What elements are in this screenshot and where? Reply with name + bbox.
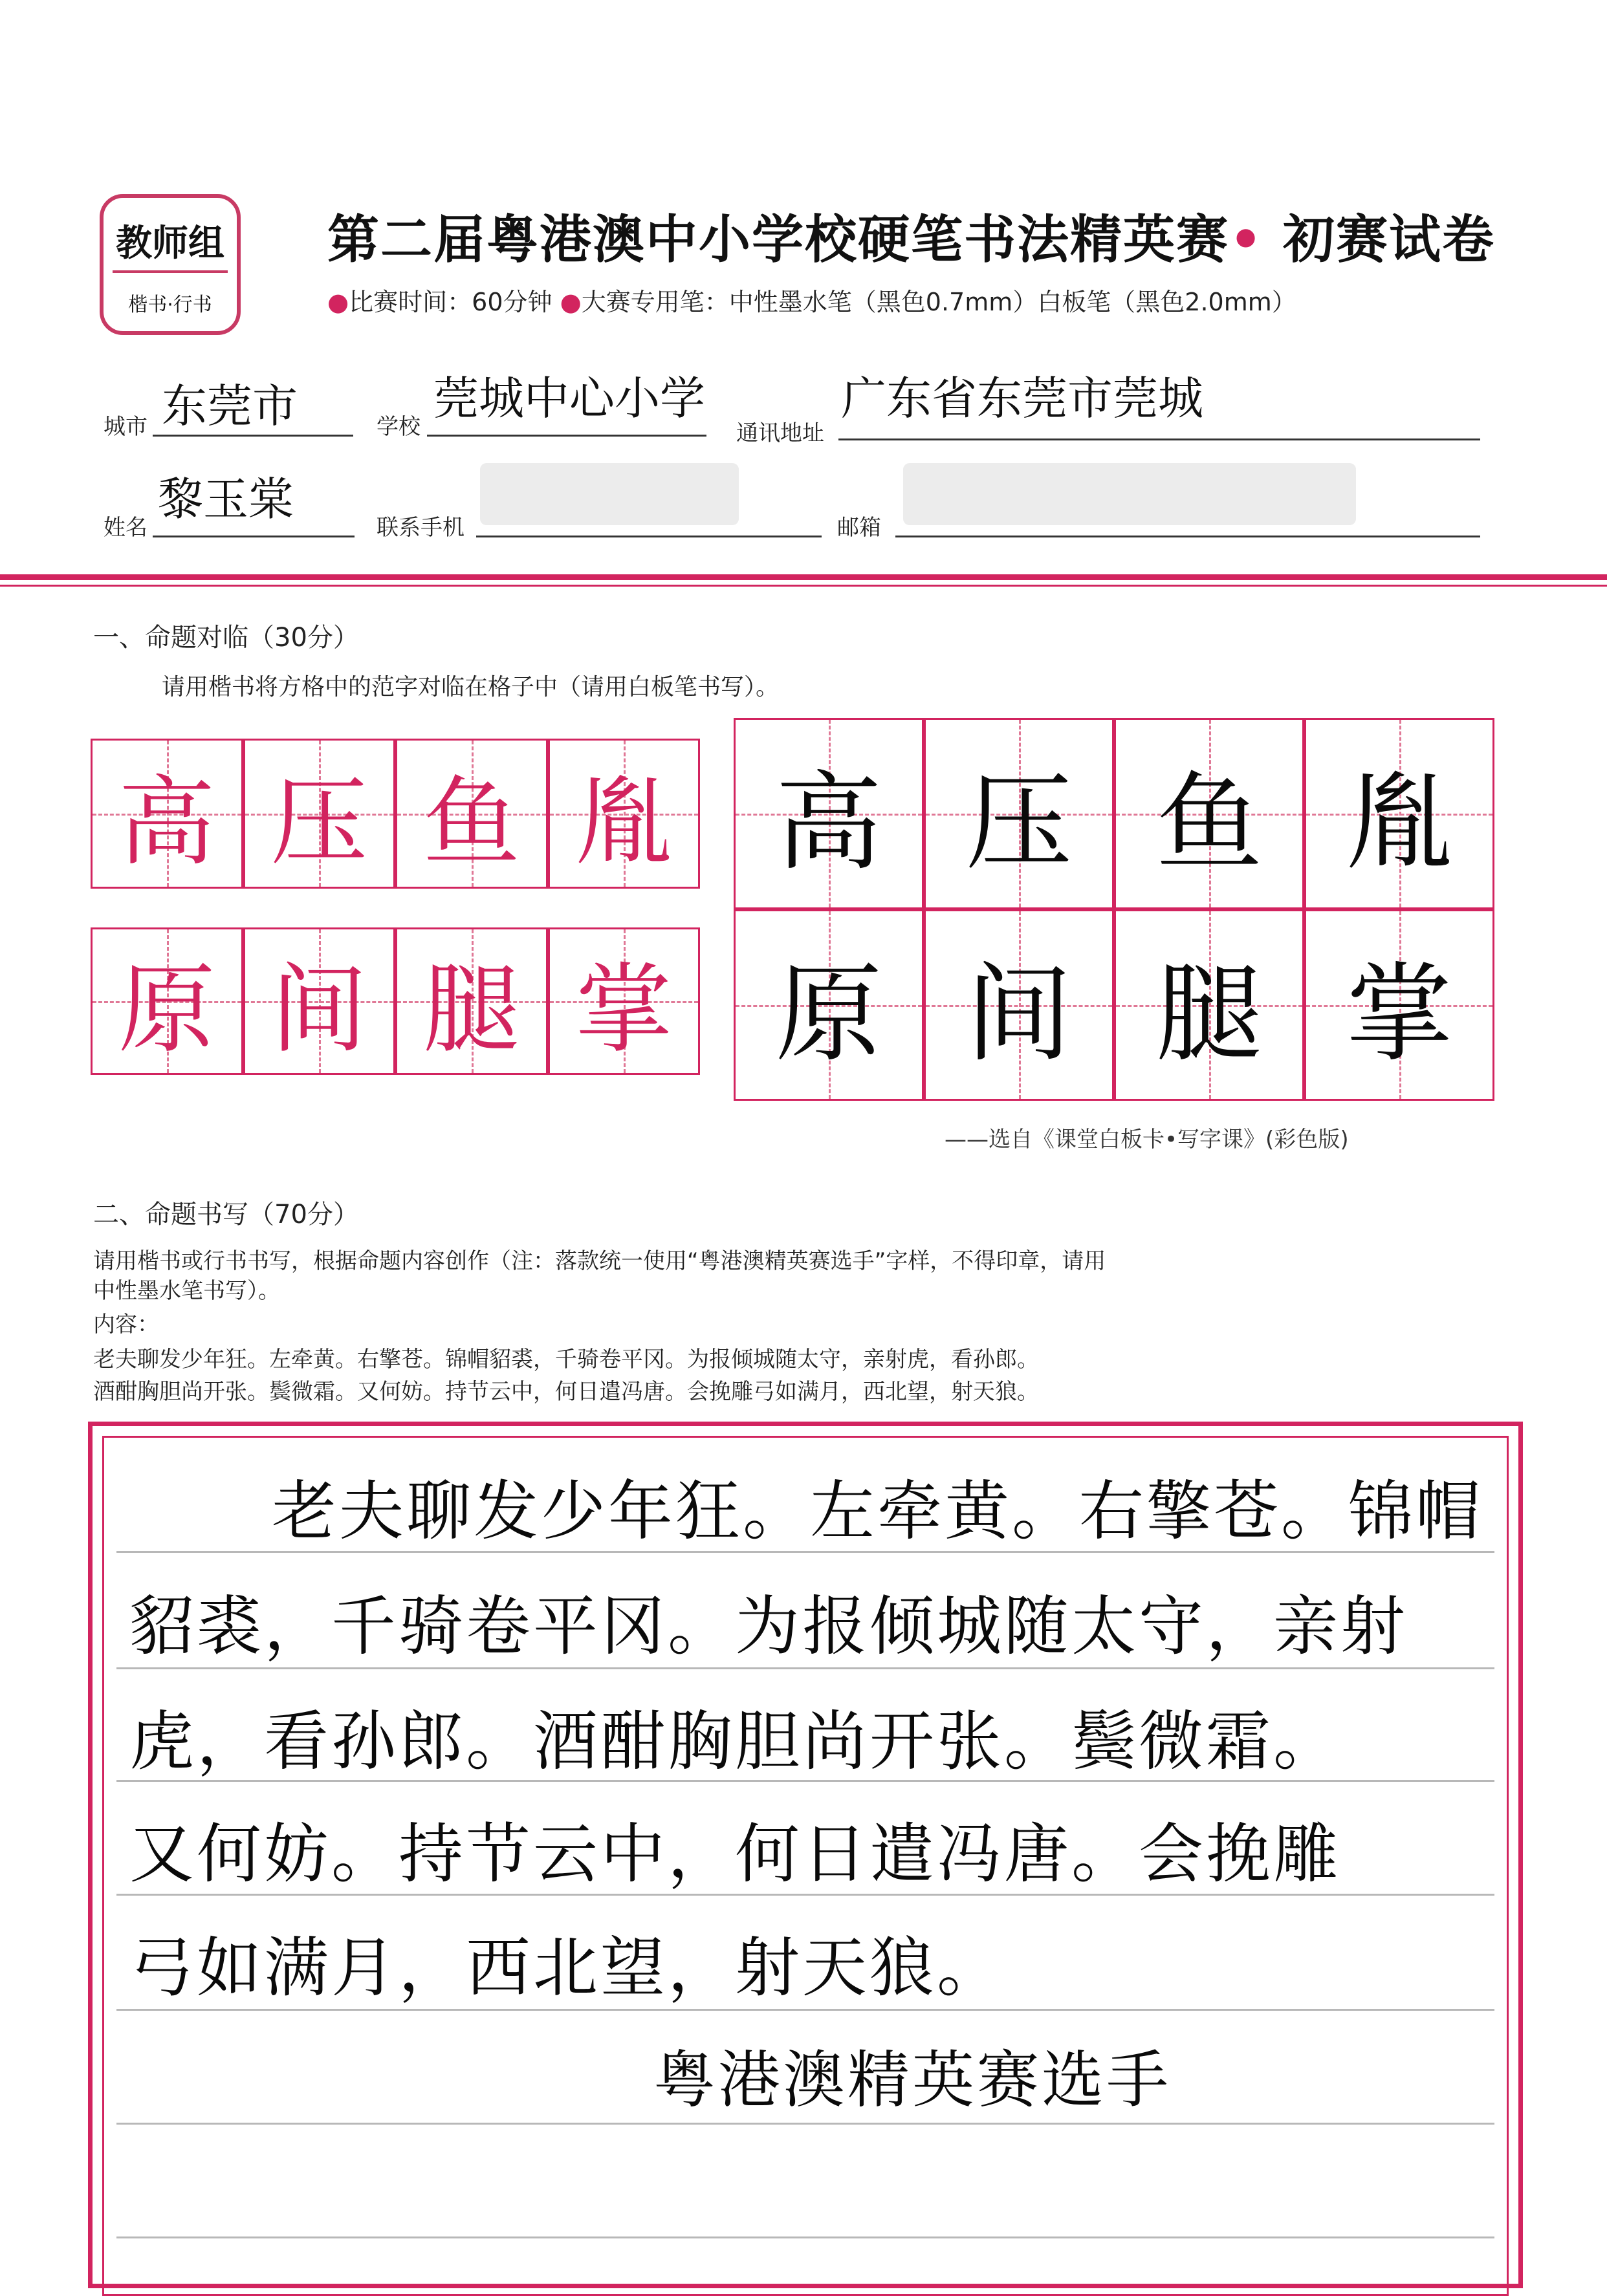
ruled-line [116, 1667, 1494, 1669]
section2-instruction-1: 请用楷书或行书书写，根据命题内容创作（注：落款统一使用“粤港澳精英赛选手”字样，不得印章，请用 [93, 1248, 1106, 1274]
section2-heading: 二、命题书写（70分） [93, 1200, 359, 1229]
handwriting-line-4: 又何妨。持节云中，何日遣冯唐。会挽雕 [129, 1816, 1340, 1892]
model-cell [395, 739, 548, 889]
copied-char: 掌 [1346, 951, 1453, 1076]
model-cell [548, 739, 701, 889]
handwriting-line-5: 弓如满月，西北望，射天狼。 [129, 1930, 1004, 2006]
model-char: 原 [118, 954, 215, 1067]
ruled-line [116, 2009, 1494, 2011]
copy-cell[interactable] [924, 909, 1114, 1101]
model-grid-row-2 [91, 927, 700, 1075]
exam-info [327, 282, 1296, 318]
copy-cell[interactable] [734, 909, 924, 1101]
copied-char: 高 [775, 760, 882, 885]
title-main: 第二届粤港澳中小学校硬笔书法精英赛 [327, 210, 1229, 270]
address-label: 通讯地址 [736, 420, 824, 446]
title-tail: 初赛试卷 [1263, 210, 1495, 270]
title-dot: • [1229, 210, 1264, 270]
email-line [895, 536, 1480, 537]
handwriting-line-3: 虎，看孙郎。酒酣胸胆尚开张。鬓微霜。 [129, 1704, 1340, 1779]
copy-cell[interactable] [1304, 718, 1494, 909]
name-line [153, 536, 355, 537]
model-grid-row-1 [91, 739, 700, 889]
source-note: ——选自《课堂白板卡•写字课》(彩色版) [945, 1127, 1349, 1153]
copy-cell[interactable] [924, 718, 1114, 909]
group-badge [100, 194, 241, 335]
copied-char: 鱼 [1155, 760, 1263, 885]
content-line-2: 酒酣胸胆尚开张。鬓微霜。又何妨。持节云中，何日遣冯唐。会挽雕弓如满月，西北望，射天狼。 [93, 1379, 1039, 1405]
section1-instruction: 请用楷书将方格中的范字对临在格子中（请用白板笔书写）。 [162, 674, 780, 700]
copy-cell[interactable] [1114, 909, 1304, 1101]
name-label: 姓名 [104, 515, 148, 541]
info-pen: 大赛专用笔：中性墨水笔（黑色0.7mm）白板笔（黑色2.0mm） [581, 288, 1296, 316]
city-label: 城市 [104, 414, 148, 440]
phone-label: 联系手机 [377, 515, 465, 541]
model-cell [91, 927, 243, 1075]
page-title [327, 198, 1495, 272]
model-char: 高 [118, 766, 215, 879]
copied-char: 压 [965, 760, 1073, 885]
section2-instruction-2: 中性墨水笔书写）。 [93, 1278, 280, 1304]
content-label: 内容： [93, 1312, 159, 1338]
name-value[interactable]: 黎玉棠 [158, 473, 294, 526]
copy-cell[interactable] [734, 718, 924, 909]
copy-cell[interactable] [1114, 718, 1304, 909]
model-cell [91, 739, 243, 889]
content-line-1: 老夫聊发少年狂。左牵黄。右擎苍。锦帽貂裘，千骑卷平冈。为报倾城随太守，亲射虎，看孙郎。 [93, 1347, 1039, 1372]
handwriting-line-2: 貂裘，千骑卷平冈。为报倾城随太守，亲射 [129, 1588, 1408, 1664]
info-time: 比赛时间：60分钟 [349, 288, 552, 316]
header-divider-thick [0, 574, 1607, 580]
copy-grid-row-1[interactable] [734, 718, 1494, 909]
copied-char: 胤 [1346, 760, 1453, 885]
signature: 粤港澳精英赛选手 [653, 2044, 1171, 2116]
badge-group-label: 教师组 [116, 222, 224, 265]
model-char: 腿 [422, 954, 520, 1067]
model-cell [243, 739, 396, 889]
phone-redacted [480, 463, 739, 525]
ruled-line [116, 2236, 1494, 2238]
school-value[interactable]: 莞城中心小学 [433, 372, 705, 425]
model-char: 间 [270, 954, 368, 1067]
school-label: 学校 [377, 414, 421, 440]
model-cell [395, 927, 548, 1075]
badge-script-label: 楷书·行书 [128, 294, 212, 316]
copy-cell[interactable] [1304, 909, 1494, 1101]
copied-char: 腿 [1155, 951, 1263, 1076]
model-char: 胤 [575, 766, 673, 879]
copied-char: 原 [775, 951, 882, 1076]
school-line [427, 435, 706, 437]
email-redacted [903, 463, 1356, 525]
header-divider-thin [0, 585, 1607, 587]
handwriting-line-1: 老夫聊发少年狂。左牵黄。右擎苍。锦帽 [272, 1473, 1483, 1549]
info-dot-2: ● [560, 288, 582, 316]
section1-heading: 一、命题对临（30分） [93, 623, 359, 653]
model-char: 掌 [575, 954, 673, 1067]
model-cell [243, 927, 396, 1075]
info-dot-1: ● [327, 288, 349, 316]
copy-grid-row-2[interactable] [734, 909, 1494, 1101]
phone-line [476, 536, 822, 537]
model-cell [548, 927, 701, 1075]
address-line [838, 439, 1480, 440]
city-value[interactable]: 东莞市 [162, 380, 298, 433]
address-value[interactable]: 广东省东莞市莞城 [841, 372, 1203, 425]
copied-char: 间 [965, 951, 1073, 1076]
model-char: 鱼 [422, 766, 520, 879]
model-char: 压 [270, 766, 368, 879]
email-label: 邮箱 [837, 515, 881, 541]
ruled-line [116, 2123, 1494, 2125]
badge-divider [113, 270, 228, 273]
